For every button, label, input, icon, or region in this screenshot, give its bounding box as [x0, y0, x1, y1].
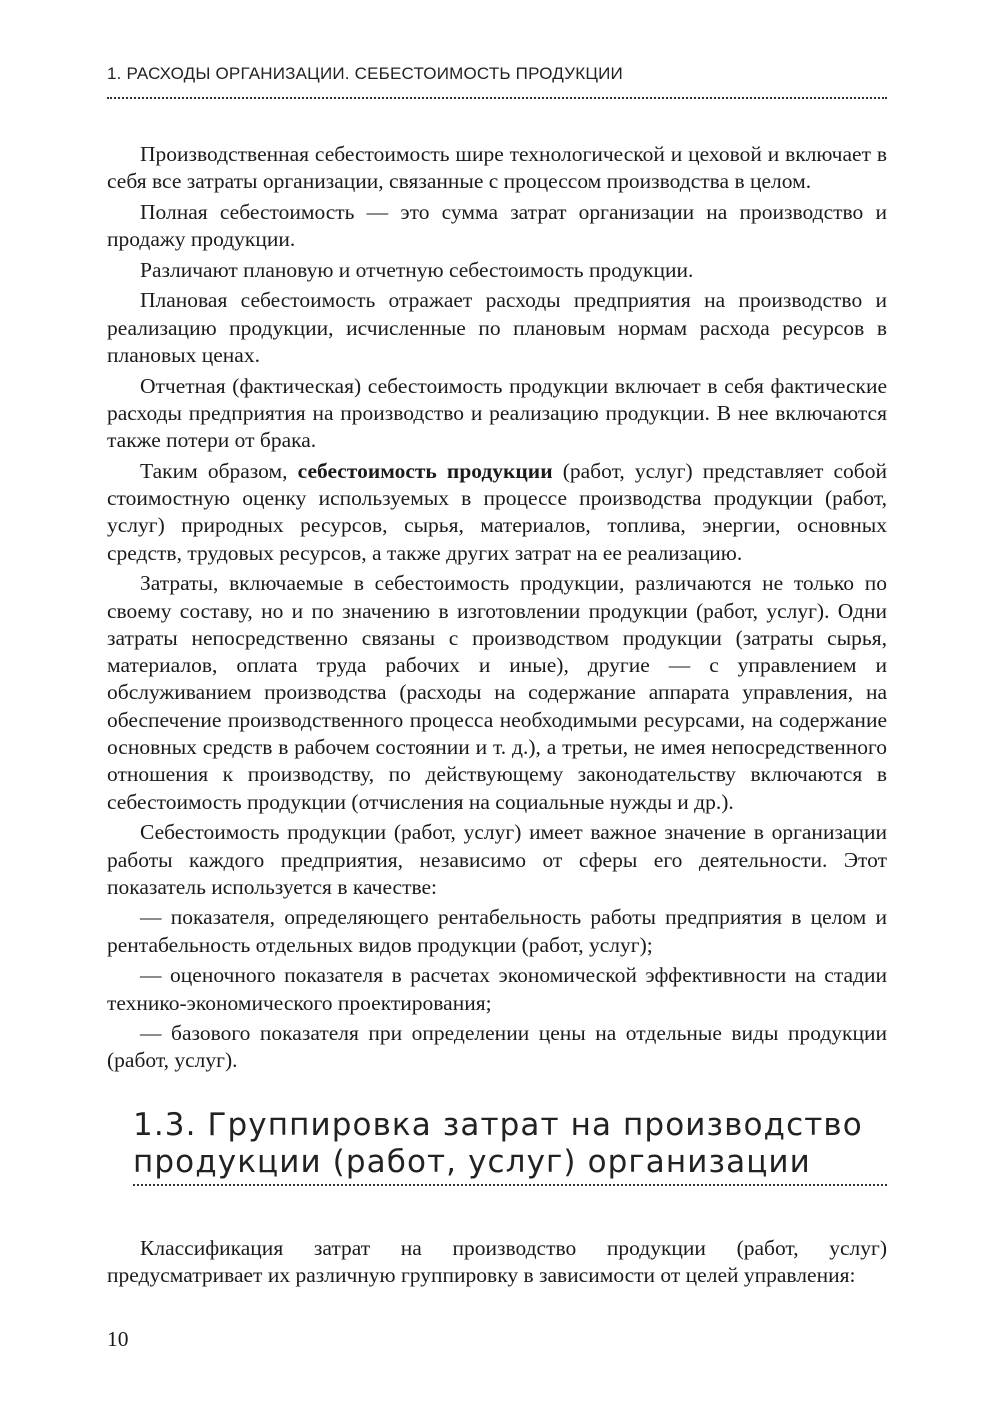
paragraph-classification: Классификация затрат на производство продукции (работ, услуг) предусматривает их различную группировку в зависимости от целей управления: [107, 1236, 887, 1288]
definition-body-text: (работ, услуг) представляет собой стоимостную оценку используемых в процессе производства продукции (работ, услуг) природных ресурсов, сырья, материалов, топлива, энергии, основных средств, трудовых ресурсов, а также других затрат на ее реализацию. [107, 458, 887, 565]
paragraph-cost-types: Затраты, включаемые в себестоимость продукции, различаются не только по своему составу, но и по значению в изготовлении продукции (работ, услуг). Одни затраты непосредственно связаны с производством продукции (затраты сырья, материалов, оплата труда рабочих и иные), другие — с управлением и обслуживанием производства (расходы на содержание аппарата управления, на обеспечение производственного процесса необходимыми ресурсами, на содержание основных средств в рабочем состоянии и т. д.), а третьи, не имея непосредственного отношения к производству, по действующему законодательству включаются в себестоимость продукции (отчисления на социальные нужды и др.). [107, 571, 887, 814]
paragraph-planned-cost: Плановая себестоимость отражает расходы предприятия на производство и реализацию продукции, исчисленные по плановым нормам расхода ресурсов в плановых ценах. [107, 288, 887, 367]
list-item-efficiency: — оценочного показателя в расчетах экономической эффективности на стадии технико-экономического проектирования; [107, 963, 887, 1015]
heading-dotted-rule [133, 1184, 887, 1186]
definition-lead-text: Таким образом, [140, 458, 298, 483]
paragraph-definition [107, 458, 887, 567]
paragraph-cost-importance: Себестоимость продукции (работ, услуг) имеет важное значение в организации работы каждого предприятия, независимо от сферы его деятельности. Этот показатель используется в качестве: [107, 820, 887, 899]
section-title-line-2: продукции (работ, услуг) организации [133, 1144, 811, 1180]
section-title-line-1: 1.3. Группировка затрат на производство [133, 1107, 863, 1143]
running-header: 1. РАСХОДЫ ОРГАНИЗАЦИИ. СЕБЕСТОИМОСТЬ ПРОДУКЦИИ [107, 64, 623, 83]
paragraph-planned-vs-actual: Различают плановую и отчетную себестоимость продукции. [140, 257, 694, 282]
paragraph-full-cost: Полная себестоимость — это сумма затрат организации на производство и продажу продукции. [107, 199, 887, 252]
section-heading [133, 1107, 893, 1181]
paragraph-production-cost: Производственная себестоимость шире технологической и цеховой и включает в себя все затраты организации, связанные с процессом производства в целом. [107, 142, 887, 194]
header-dotted-rule [107, 97, 887, 99]
paragraph-actual-cost: Отчетная (фактическая) себестоимость продукции включает в себя фактические расходы предприятия на производство и реализацию продукции. В нее включаются также потери от брака. [107, 373, 887, 453]
list-item-profitability: — показателя, определяющего рентабельность работы предприятия в целом и рентабельность отдельных видов продукции (работ, услуг); [107, 905, 887, 957]
page-number: 10 [107, 1327, 129, 1351]
definition-term: себестоимость продукции [297, 458, 553, 483]
section-body-text [107, 1235, 887, 1290]
list-item-pricing: — базового показателя при определении цены на отдельные виды продукции (работ, услуг). [107, 1021, 887, 1073]
body-text [107, 141, 887, 1075]
